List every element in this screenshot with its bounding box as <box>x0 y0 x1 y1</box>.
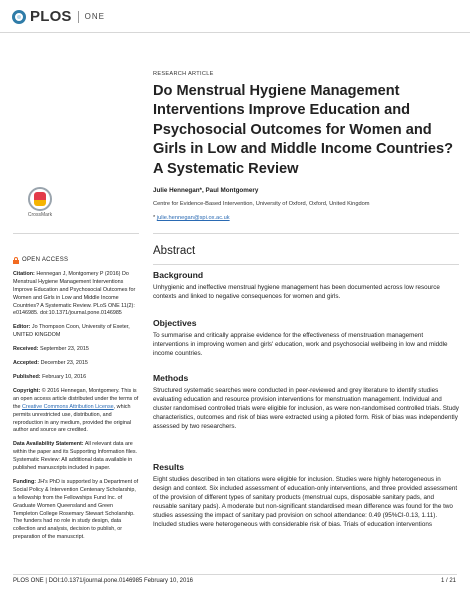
published-date: February 10, 2016 <box>42 373 87 380</box>
logo-divider <box>78 11 79 23</box>
plos-logo-icon <box>12 10 26 24</box>
abstract-methods <box>153 373 459 431</box>
section-text: To summarise and critically appraise evidence for the effectiveness of menstruation management interventions in improving women and girls' education, work and psychosocial wellbeing in low and middle income countries. <box>153 332 448 358</box>
affiliation: Centre for Evidence-Based Intervention, University of Oxford, Oxford, United Kingdom <box>153 201 370 207</box>
page-number: 1 / 21 <box>440 578 456 584</box>
section-heading: Methods <box>153 373 189 383</box>
accepted-date: December 23, 2015 <box>40 360 88 367</box>
corresponding-email[interactable] <box>153 215 459 221</box>
accepted-label: Accepted: <box>13 360 40 367</box>
accepted-info <box>13 360 139 368</box>
brand-name: PLOS <box>30 8 72 25</box>
editor-info <box>13 324 139 340</box>
section-text: Unhygienic and ineffective menstrual hygiene management has been documented across low resource contexts and linked to negative consequences for women and girls. <box>153 284 440 301</box>
open-access-label: OPEN ACCESS <box>22 257 69 263</box>
open-access-badge <box>13 257 139 265</box>
section-heading: Objectives <box>153 318 197 328</box>
funding-text: JH's PhD is supported by a Department of Social Policy & Intervention Centenary Scholarship, a fellowship from the Fellowships Fund Inc. of Graduate Women Queensland and Green Templeton College Rosemary Stewart Scholarship. The funders had no role in study design, data collection and analysis, decision to publish, or preparation of the manuscript. <box>13 478 139 541</box>
received-date: September 23, 2015 <box>39 346 89 353</box>
citation-text: Hennegan J, Montgomery P (2016) Do Menstrual Hygiene Management Interventions Improve Education and Psychosocial Outcomes for Women and Girls in Low and Middle Income Countries? A Systematic Review. PLoS ONE 11(2): e0146985. doi:10.1371/journal.pone.0146985 <box>13 270 136 317</box>
citation-label: Citation: <box>13 270 35 277</box>
copyright-info <box>13 388 139 435</box>
footer-citation: PLOS ONE | DOI:10.1371/journal.pone.0146985 February 10, 2016 <box>13 578 194 584</box>
abstract-background <box>153 270 459 301</box>
article-title: Do Menstrual Hygiene Management Interventions Improve Education and Psychosocial Outcomes for Women and Girls in Low and Middle Income Countries? A Systematic Review <box>153 83 454 177</box>
abstract-objectives <box>153 318 459 358</box>
crossmark-icon <box>28 187 52 211</box>
journal-name: ONE <box>84 12 105 21</box>
copyright-text-tail: , which permits unrestricted use, distribution, and reproduction in any medium, provided the original author and source are credited. <box>13 403 132 434</box>
data-availability-label: Data Availability Statement: <box>13 441 84 448</box>
data-availability-info <box>13 441 139 473</box>
section-text: Structured systematic searches were conducted in peer-reviewed and grey literature to identify studies evaluating education and resource provision interventions for menstruation management. Individual and cluster randomised controlled trials were eligible for inclusion, as were non-randomised controlled trials. Study characteristics, outcomes and risk of bias were extracted using a piloted form. Risk of bias was independently assessed by two researchers. <box>153 387 459 431</box>
data-availability-text: All relevant data are within the paper and its Supporting Information files. Systematic Review: All additional data available in published manuscripts included in paper. <box>13 441 138 472</box>
open-lock-icon <box>13 257 19 264</box>
funding-info <box>13 479 139 542</box>
crossmark-badge[interactable] <box>20 187 60 218</box>
sidebar-rule <box>13 233 139 234</box>
section-text: Eight studies described in ten citations were eligible for inclusion. Studies were highly heterogeneous in design and context. Six included assessment of education-only interventions, and three provided assessment of the provision of different types of sanitary products (menstrual cups, disposable sanitary pads, and reusable sanitary pads). A moderate but non-significant standardised mean difference was found for the two studies assessing the impact of sanitary pad provision on school attendance: 0.49 (95%CI-0.13, 1.11). Included studies were heterogeneous with considerable risk of bias. Trials of education interventions <box>153 476 458 529</box>
plos-logo <box>12 8 105 25</box>
copyright-label: Copyright: <box>13 387 41 394</box>
header-rule <box>0 32 470 33</box>
authors: Julie Hennegan*, Paul Montgomery <box>153 187 259 194</box>
footer-rule <box>13 574 457 575</box>
editor-label: Editor: <box>13 324 31 331</box>
funding-label: Funding: <box>13 478 37 485</box>
editor-text: Jo Thompson Coon, University of Exeter, UNITED KINGDOM <box>13 324 130 339</box>
received-info <box>13 346 139 354</box>
published-info <box>13 374 139 382</box>
section-heading: Background <box>153 270 204 280</box>
license-link[interactable]: Creative Commons Attribution License <box>22 403 114 410</box>
received-label: Received: <box>13 346 39 353</box>
abstract-results <box>153 462 459 530</box>
crossmark-label: CrossMark <box>27 212 53 218</box>
citation-info <box>13 271 139 318</box>
abstract-top-rule <box>153 233 459 234</box>
copyright-text: © 2016 Hennegan, Montgomery. This is an open access article distributed under the terms of the <box>13 387 139 410</box>
article-type: RESEARCH ARTICLE <box>153 71 214 77</box>
section-heading: Results <box>153 462 185 472</box>
published-label: Published: <box>13 373 41 380</box>
article-info-sidebar <box>13 257 139 548</box>
abstract-heading: Abstract <box>153 245 196 257</box>
email-link[interactable]: julie.hennegan@spi.ox.ac.uk <box>156 215 230 221</box>
email-marker: * <box>153 215 156 221</box>
abstract-rule <box>153 264 459 265</box>
